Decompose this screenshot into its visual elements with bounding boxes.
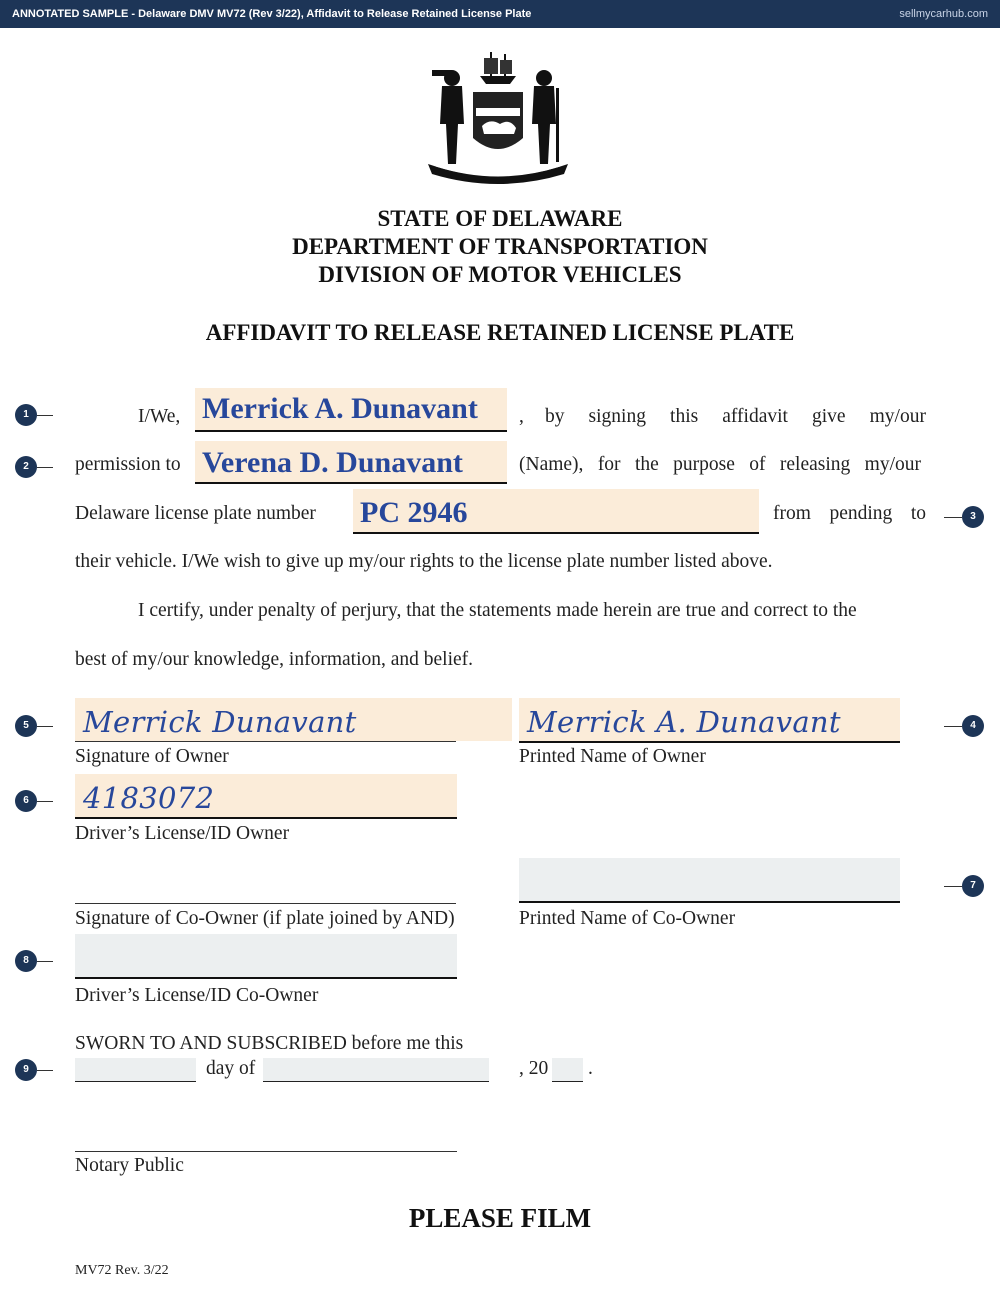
word: my/our xyxy=(864,454,921,475)
co-owner-printed-name-field[interactable] xyxy=(519,858,900,901)
owner-name-value: Merrick A. Dunavant xyxy=(202,392,478,425)
annotation-badge-2: 2 xyxy=(15,456,37,478)
annotation-badge-1: 1 xyxy=(15,404,37,426)
word: for xyxy=(597,454,621,475)
owner-printed-name-value: Merrick A. Dunavant xyxy=(527,705,841,739)
pending-words xyxy=(773,503,926,525)
owner-printed-name-underline xyxy=(519,741,900,743)
word: pending xyxy=(829,503,893,524)
notary-day-field[interactable] xyxy=(75,1058,196,1082)
year-prefix-text: , 20 xyxy=(519,1058,549,1079)
owner-signature-value: Merrick Dunavant xyxy=(83,705,357,739)
annotation-badge-5: 5 xyxy=(15,715,37,737)
day-of-text: day of xyxy=(206,1058,256,1079)
delaware-seal-icon xyxy=(418,48,578,188)
owner-name-field[interactable] xyxy=(195,388,507,431)
notary-month-field[interactable] xyxy=(263,1058,489,1082)
notary-signature-line[interactable] xyxy=(75,1151,457,1152)
owner-license-value: 4183072 xyxy=(83,781,215,815)
belief-text: best of my/our knowledge, information, and belief. xyxy=(75,649,474,670)
owner-signature-line xyxy=(75,741,456,742)
word: releasing xyxy=(779,454,851,475)
co-owner-printed-name-label: Printed Name of Co-Owner xyxy=(519,908,736,929)
certify-text: I certify, under penalty of perjury, that the statements made herein are true and correct to the xyxy=(138,600,857,621)
owner-signature-field[interactable] xyxy=(75,698,512,741)
form-title: AFFIDAVIT TO RELEASE RETAINED LICENSE PLATE xyxy=(205,320,795,345)
annotation-leader xyxy=(37,801,53,802)
please-film-text: PLEASE FILM xyxy=(408,1203,592,1233)
annotation-leader xyxy=(944,886,962,887)
notary-public-label: Notary Public xyxy=(75,1155,184,1176)
word: to xyxy=(910,503,926,524)
recipient-name-value: Verena D. Dunavant xyxy=(202,446,463,479)
header-division: DIVISION OF MOTOR VEHICLES xyxy=(318,262,682,287)
annotation-leader xyxy=(37,467,53,468)
co-owner-license-underline xyxy=(75,977,457,979)
rights-text: their vehicle. I/We wish to give up my/our rights to the license plate number listed above. xyxy=(75,551,773,572)
plate-number-field[interactable] xyxy=(353,489,759,533)
annotation-badge-8: 8 xyxy=(15,950,37,972)
word: this xyxy=(670,406,699,427)
annotation-leader xyxy=(37,415,53,416)
word: my/our xyxy=(869,406,926,427)
comma-text: , xyxy=(519,406,524,427)
co-owner-printed-name-underline xyxy=(519,901,900,903)
annotation-leader xyxy=(944,517,962,518)
owner-name-underline xyxy=(195,430,507,432)
recipient-name-field[interactable] xyxy=(195,441,507,483)
plate-number-underline xyxy=(353,532,759,534)
recipient-name-underline xyxy=(195,482,507,484)
word: give xyxy=(812,406,846,427)
annotation-leader xyxy=(37,726,53,727)
plate-number-value: PC 2946 xyxy=(360,496,468,529)
word: the xyxy=(634,454,659,475)
owner-license-label: Driver’s License/ID Owner xyxy=(75,823,290,844)
intro-text: I/We, xyxy=(138,406,181,427)
owner-license-underline xyxy=(75,817,457,819)
co-owner-license-label: Driver’s License/ID Co-Owner xyxy=(75,985,319,1006)
annotation-badge-3: 3 xyxy=(962,506,984,528)
word: affidavit xyxy=(722,406,788,427)
form-revision: MV72 Rev. 3/22 xyxy=(75,1263,169,1278)
annotation-badge-4: 4 xyxy=(962,715,984,737)
annotation-badge-9: 9 xyxy=(15,1059,37,1081)
word: of xyxy=(749,454,766,475)
annotation-leader xyxy=(37,961,53,962)
annotation-badge-7: 7 xyxy=(962,875,984,897)
word: purpose xyxy=(673,454,735,475)
owner-printed-name-label: Printed Name of Owner xyxy=(519,746,706,767)
word: (Name), xyxy=(519,454,584,475)
word: by xyxy=(545,406,565,427)
sworn-text: SWORN TO AND SUBSCRIBED before me this xyxy=(75,1033,464,1054)
annotation-badge-6: 6 xyxy=(15,790,37,812)
co-owner-signature-line[interactable] xyxy=(75,903,456,904)
co-owner-license-field[interactable] xyxy=(75,934,457,977)
owner-license-field[interactable] xyxy=(75,774,457,817)
header-state: STATE OF DELAWARE xyxy=(377,206,623,231)
header-department: DEPARTMENT OF TRANSPORTATION xyxy=(292,234,708,259)
plate-intro-text: Delaware license plate number xyxy=(75,503,316,524)
top-banner xyxy=(0,0,1000,28)
purpose-words xyxy=(519,454,921,476)
word: signing xyxy=(588,406,646,427)
owner-signature-label: Signature of Owner xyxy=(75,746,229,767)
co-owner-signature-label: Signature of Co-Owner (if plate joined by AND) xyxy=(75,908,455,929)
permission-to-text: permission to xyxy=(75,454,181,475)
annotation-leader xyxy=(37,1070,53,1071)
owner-printed-name-field[interactable] xyxy=(519,698,900,741)
permission-words xyxy=(545,406,926,428)
notary-year-field[interactable] xyxy=(552,1058,583,1082)
banner-title: ANNOTATED SAMPLE - Delaware DMV MV72 (Rev 3/22), Affidavit to Release Retained License Plate xyxy=(12,8,532,20)
banner-site-link[interactable]: sellmycarhub.com xyxy=(899,8,988,20)
word: from xyxy=(773,503,811,524)
annotation-leader xyxy=(944,726,962,727)
period-text: . xyxy=(588,1058,593,1079)
